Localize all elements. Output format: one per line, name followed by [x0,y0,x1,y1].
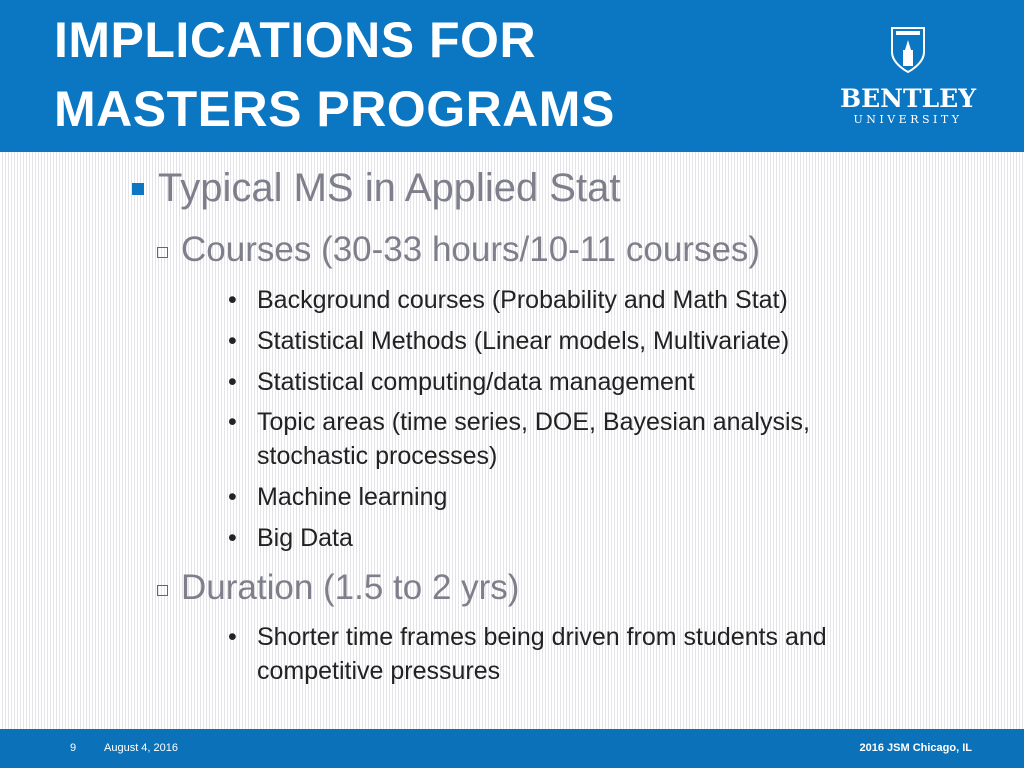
slide-title [54,6,615,144]
bullet-text: Big Data [257,524,353,552]
dot-bullet-icon: • [228,327,237,355]
dot-bullet-icon: • [228,286,237,314]
slide-footer [0,729,1024,768]
dot-bullet-icon: • [228,483,237,511]
hollow-square-bullet-icon [157,585,168,596]
bullet-text: Machine learning [257,483,448,511]
bullet-text: Courses (30-33 hours/10-11 courses) [181,230,761,269]
footer-event: 2016 JSM Chicago, IL [859,742,972,754]
bullet-text: Background courses (Probability and Math Stat) [257,286,788,314]
slide-header [0,0,1024,152]
bentley-logo [838,26,978,127]
bullet-text: Topic areas (time series, DOE, Bayesian analysis, stochastic processes) [257,408,810,470]
bullet-text: Shorter time frames being driven from students and competitive pressures [257,623,827,685]
bullet-text: Statistical computing/data management [257,368,695,396]
dot-bullet-icon: • [228,623,237,651]
square-bullet-icon [132,183,144,195]
shield-crest-icon [890,26,926,74]
bullet-text: Typical MS in Applied Stat [158,166,621,210]
logo-name: BENTLEY [839,84,977,113]
logo-subtitle: UNIVERSITY [853,113,963,126]
dot-bullet-icon: • [228,408,237,436]
title-line-2: MASTERS PROGRAMS [54,81,615,137]
bullet-text: Duration (1.5 to 2 yrs) [181,568,520,607]
dot-bullet-icon: • [228,524,237,552]
hollow-square-bullet-icon [157,247,168,258]
title-line-1: IMPLICATIONS FOR [54,12,537,68]
bullet-text: Statistical Methods (Linear models, Multivariate) [257,327,790,355]
page-number: 9 [70,742,77,754]
dot-bullet-icon: • [228,368,237,396]
footer-date: August 4, 2016 [104,742,179,754]
